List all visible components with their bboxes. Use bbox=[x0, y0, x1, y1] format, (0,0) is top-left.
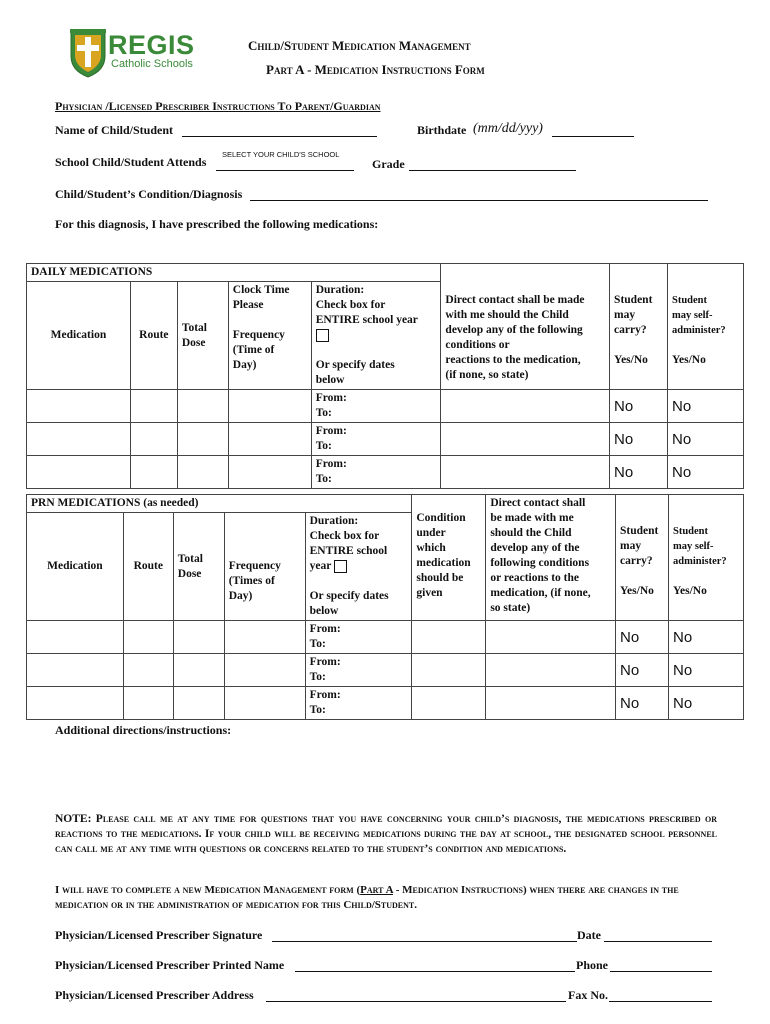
prn-cell[interactable] bbox=[412, 654, 486, 687]
school-label: School Child/Student Attends bbox=[55, 155, 207, 169]
daily-cell[interactable] bbox=[130, 456, 177, 489]
self-administer-select[interactable]: No bbox=[668, 423, 744, 456]
printed-name-label: Physician/Licensed Prescriber Printed Name bbox=[55, 958, 285, 972]
regis-logo-shield-icon bbox=[68, 28, 108, 78]
daily-cell[interactable] bbox=[27, 423, 131, 456]
daily-cell[interactable] bbox=[228, 456, 311, 489]
daily-cell[interactable] bbox=[441, 456, 610, 489]
daily-self-label: Student may self- administer? bbox=[672, 295, 726, 336]
table-row bbox=[27, 654, 744, 687]
prn-carry-label: Student may carry? bbox=[620, 525, 659, 567]
daily-clock-label: Clock Time Please bbox=[232, 284, 290, 311]
from-label: From: bbox=[315, 425, 347, 437]
daily-cell[interactable] bbox=[130, 390, 177, 423]
daily-route-header: Route bbox=[130, 282, 177, 390]
grade-field[interactable] bbox=[409, 158, 576, 171]
prn-medication-header: Medication bbox=[27, 513, 124, 621]
daily-cell[interactable] bbox=[441, 423, 610, 456]
prn-carry-header bbox=[616, 495, 669, 621]
self-administer-select[interactable]: No bbox=[668, 456, 744, 489]
additional-directions-label: Additional directions/instructions: bbox=[55, 723, 232, 737]
daily-contact-header: Direct contact shall be made with me should the Child develop any of the following conditions or reactions to the medication, (if none, so state) bbox=[441, 264, 610, 390]
printed-name-field[interactable] bbox=[295, 959, 575, 972]
daily-clock-header bbox=[228, 282, 311, 390]
prn-cell[interactable] bbox=[412, 621, 486, 654]
prn-cell[interactable] bbox=[173, 654, 224, 687]
table-row bbox=[27, 390, 744, 423]
from-label: From: bbox=[309, 656, 341, 668]
carry-select[interactable]: No bbox=[610, 423, 668, 456]
prn-cell[interactable] bbox=[224, 687, 305, 720]
from-label: From: bbox=[315, 458, 347, 470]
logo-title: REGIS bbox=[108, 30, 195, 60]
prn-cell[interactable] bbox=[486, 621, 616, 654]
form-title: Child/Student Medication Management bbox=[248, 38, 471, 53]
prn-condition-header: Condition under which medication should be given bbox=[412, 495, 486, 621]
note-change-paragraph bbox=[55, 883, 685, 913]
daily-medications-table bbox=[26, 263, 744, 489]
daily-freq-label: Frequency (Time of Day) bbox=[232, 329, 285, 371]
self-administer-select[interactable]: No bbox=[668, 654, 743, 687]
daily-specify-label: Or specify dates below bbox=[315, 359, 395, 386]
prn-title: PRN MEDICATIONS (as needed) bbox=[27, 495, 412, 513]
daily-cell[interactable] bbox=[177, 456, 228, 489]
address-label: Physician/Licensed Prescriber Address bbox=[55, 988, 254, 1002]
logo-subtitle: Catholic Schools bbox=[111, 58, 193, 70]
to-label: To: bbox=[309, 638, 326, 650]
prn-cell[interactable] bbox=[224, 621, 305, 654]
prn-duration-label: Duration: Check box for ENTIRE school year bbox=[309, 515, 388, 572]
carry-select[interactable]: No bbox=[610, 456, 668, 489]
to-label: To: bbox=[309, 704, 326, 716]
from-label: From: bbox=[309, 623, 341, 635]
fax-label: Fax No. bbox=[568, 988, 608, 1002]
to-label: To: bbox=[309, 671, 326, 683]
daily-cell[interactable] bbox=[130, 423, 177, 456]
daily-dates-cell[interactable] bbox=[311, 423, 441, 456]
prn-self-yesno: Yes/No bbox=[672, 585, 707, 597]
birthdate-field[interactable] bbox=[552, 124, 634, 137]
daily-self-yesno: Yes/No bbox=[672, 354, 706, 366]
prn-specify-label: Or specify dates below bbox=[309, 590, 389, 617]
to-label: To: bbox=[315, 473, 332, 485]
condition-label: Child/Student’s Condition/Diagnosis bbox=[55, 187, 243, 201]
carry-select[interactable]: No bbox=[616, 687, 669, 720]
note-paragraph: NOTE: Please call me at any time for questions that you have concerning your child’s diagnosis, the medications prescribed or reactions to the medications. If your child will be receiving medications during the day at school, the designated school personnel can call me at any time with questions or concerns related to the student’s condition and medications. bbox=[55, 813, 717, 855]
daily-cell[interactable] bbox=[27, 456, 131, 489]
self-administer-select[interactable]: No bbox=[668, 621, 743, 654]
prn-cell[interactable] bbox=[123, 654, 173, 687]
prn-dates-cell[interactable] bbox=[305, 687, 412, 720]
prn-cell[interactable] bbox=[412, 687, 486, 720]
grade-label: Grade bbox=[372, 157, 405, 171]
prn-dates-cell[interactable] bbox=[305, 654, 412, 687]
prn-duration-header bbox=[305, 513, 412, 621]
daily-cell[interactable] bbox=[27, 390, 131, 423]
daily-self-header bbox=[668, 264, 744, 390]
address-field[interactable] bbox=[266, 989, 566, 1002]
prn-cell[interactable] bbox=[486, 654, 616, 687]
prescribed-text: For this diagnosis, I have prescribed the following medications: bbox=[55, 217, 379, 231]
daily-title: DAILY MEDICATIONS bbox=[27, 264, 441, 282]
to-label: To: bbox=[315, 407, 332, 419]
prn-cell[interactable] bbox=[486, 687, 616, 720]
note-change-part-a: Part A bbox=[360, 884, 393, 896]
prn-cell[interactable] bbox=[173, 621, 224, 654]
school-select[interactable]: SELECT YOUR CHILD'S SCHOOL bbox=[222, 150, 340, 159]
prn-total-header: Total Dose bbox=[173, 513, 224, 621]
fax-field[interactable] bbox=[609, 989, 712, 1002]
table-row bbox=[27, 687, 744, 720]
date-label: Date bbox=[577, 928, 601, 942]
note-change-pre: I will have to complete a new Medication Management form ( bbox=[55, 884, 361, 896]
section-title: Physician /Licensed Prescriber Instructions To Parent/Guardian bbox=[55, 99, 381, 113]
from-label: From: bbox=[309, 689, 341, 701]
table-row bbox=[27, 621, 744, 654]
prn-cell[interactable] bbox=[224, 654, 305, 687]
birthdate-label: Birthdate bbox=[417, 123, 467, 137]
daily-carry-yesno: Yes/No bbox=[614, 354, 648, 366]
daily-carry-label: Student may carry? bbox=[614, 294, 653, 336]
carry-select[interactable]: No bbox=[616, 621, 669, 654]
prn-route-header: Route bbox=[123, 513, 173, 621]
prn-contact-header: Direct contact shall be made with me should the Child develop any of the following conditions or reactions to the medication, (if none, so state) bbox=[486, 495, 616, 621]
child-name-label: Name of Child/Student bbox=[55, 123, 174, 137]
daily-entire-year-checkbox[interactable] bbox=[316, 329, 329, 342]
self-administer-select[interactable]: No bbox=[668, 687, 743, 720]
carry-select[interactable]: No bbox=[616, 654, 669, 687]
prn-cell[interactable] bbox=[27, 654, 124, 687]
note-change-post: - Medication Instructions) when there are changes in the medication or in the administration of medication for this Child/Student. bbox=[55, 884, 679, 911]
daily-medication-header: Medication bbox=[27, 282, 131, 390]
date-field[interactable] bbox=[604, 929, 712, 942]
prn-cell[interactable] bbox=[173, 687, 224, 720]
from-label: From: bbox=[315, 392, 347, 404]
form-subtitle: Part A - Medication Instructions Form bbox=[266, 62, 485, 77]
prn-medications-table bbox=[26, 494, 744, 720]
self-administer-select[interactable]: No bbox=[668, 390, 744, 423]
prn-carry-yesno: Yes/No bbox=[620, 585, 654, 597]
prn-cell[interactable] bbox=[27, 687, 124, 720]
daily-dates-cell[interactable] bbox=[311, 390, 441, 423]
table-row bbox=[27, 456, 744, 489]
daily-carry-header bbox=[610, 264, 668, 390]
daily-duration-label: Duration: Check box for ENTIRE school year bbox=[315, 284, 418, 326]
carry-select[interactable]: No bbox=[610, 390, 668, 423]
prn-cell[interactable] bbox=[123, 687, 173, 720]
additional-directions-field[interactable] bbox=[55, 742, 715, 802]
daily-duration-header bbox=[311, 282, 441, 390]
prn-self-label: Student may self- administer? bbox=[672, 526, 727, 567]
prn-cell[interactable] bbox=[123, 621, 173, 654]
school-field-line bbox=[216, 158, 354, 171]
signature-field[interactable] bbox=[272, 929, 577, 942]
signature-label: Physician/Licensed Prescriber Signature bbox=[55, 928, 263, 942]
condition-field[interactable] bbox=[250, 188, 708, 201]
daily-dates-cell[interactable] bbox=[311, 456, 441, 489]
to-label: To: bbox=[315, 440, 332, 452]
prn-self-header bbox=[668, 495, 743, 621]
child-name-field[interactable] bbox=[182, 124, 377, 137]
daily-cell[interactable] bbox=[177, 423, 228, 456]
phone-field[interactable] bbox=[610, 959, 712, 972]
daily-cell[interactable] bbox=[228, 423, 311, 456]
daily-cell[interactable] bbox=[441, 390, 610, 423]
phone-label: Phone bbox=[576, 958, 609, 972]
birthdate-format: (mm/dd/yyy) bbox=[473, 121, 543, 136]
prn-dates-cell[interactable] bbox=[305, 621, 412, 654]
daily-cell[interactable] bbox=[177, 390, 228, 423]
daily-total-header: Total Dose bbox=[177, 282, 228, 390]
prn-freq-header: Frequency (Times of Day) bbox=[224, 513, 305, 621]
prn-entire-year-checkbox[interactable] bbox=[334, 560, 347, 573]
daily-cell[interactable] bbox=[228, 390, 311, 423]
table-row bbox=[27, 423, 744, 456]
prn-cell[interactable] bbox=[27, 621, 124, 654]
